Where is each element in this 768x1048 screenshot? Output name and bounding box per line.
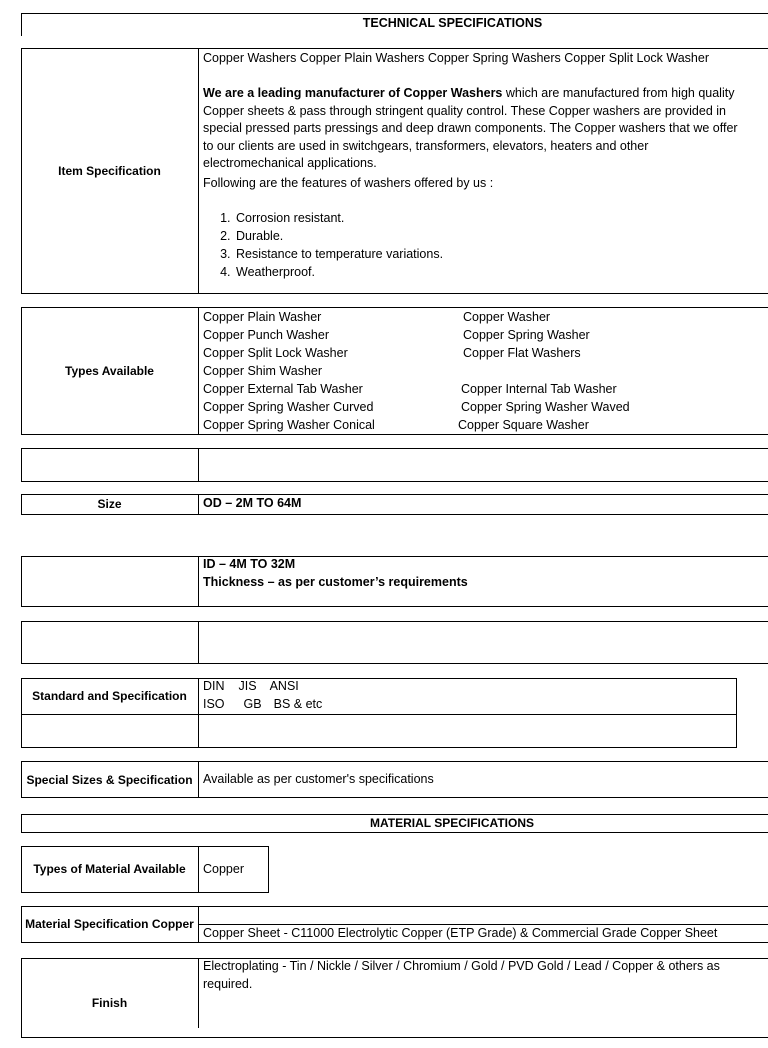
material-types-divider bbox=[198, 846, 199, 893]
type-item: Copper External Tab Washer bbox=[203, 382, 363, 396]
standard-din: DIN bbox=[203, 679, 225, 693]
material-specifications-title: MATERIAL SPECIFICATIONS bbox=[369, 816, 534, 830]
standard-row-border bbox=[21, 714, 737, 715]
empty-row-2-divider bbox=[198, 621, 199, 664]
type-item: Copper Spring Washer Conical bbox=[203, 418, 375, 432]
size-thickness: Thickness – as per customer’s requirements bbox=[203, 575, 468, 589]
type-item: Copper Spring Washer bbox=[463, 328, 590, 342]
type-item: Copper Punch Washer bbox=[203, 328, 329, 342]
finish-divider bbox=[198, 958, 199, 1028]
finish-value: Electroplating - Tin / Nickle / Silver / Chromium / Gold / PVD Gold / Lead / Copper & others as required. bbox=[203, 959, 720, 991]
features-intro: Following are the features of washers offered by us : bbox=[203, 176, 494, 190]
header-top-border bbox=[21, 13, 768, 14]
description-rest: which are manufactured from high quality Copper sheets & pass through stringent quality control. These Copper washers are provided in special pressed parts pressings and deep drawn components. The Copper washers that we offer to our clients are used in switchgears, transformers, elevators, heaters and other electromechanical applications. bbox=[203, 86, 738, 171]
type-item: Copper Flat Washers bbox=[463, 346, 581, 360]
standard-row-1 bbox=[203, 678, 299, 696]
type-item: Copper Square Washer bbox=[458, 418, 589, 432]
type-item: Copper Split Lock Washer bbox=[203, 346, 348, 360]
type-item: Copper Spring Washer Curved bbox=[203, 400, 374, 414]
types-right-column-top bbox=[463, 308, 590, 362]
standard-ansi: ANSI bbox=[269, 679, 299, 693]
feature-item: 2. Durable. bbox=[234, 227, 443, 245]
types-available-divider bbox=[198, 307, 199, 435]
standard-iso: ISO bbox=[203, 697, 225, 711]
description-bold-lead: We are a leading manufacturer of Copper Washers bbox=[203, 86, 503, 100]
material-types-value: Copper bbox=[203, 862, 244, 876]
types-available-label: Types Available bbox=[65, 363, 154, 378]
feature-item: 3. Resistance to temperature variations. bbox=[234, 245, 443, 263]
item-specification-description bbox=[203, 85, 743, 173]
type-item: Copper Internal Tab Washer bbox=[461, 382, 617, 396]
standard-jis: JIS bbox=[238, 679, 257, 693]
empty-row bbox=[21, 448, 768, 482]
standard-row-2 bbox=[203, 696, 322, 714]
material-types-label: Types of Material Available bbox=[33, 862, 186, 876]
types-right-column-bottom bbox=[461, 380, 630, 416]
feature-item: 1. Corrosion resistant. bbox=[234, 209, 443, 227]
size-label: Size bbox=[97, 497, 122, 511]
technical-specifications-title: TECHNICAL SPECIFICATIONS bbox=[362, 16, 543, 30]
standard-label: Standard and Specification bbox=[32, 688, 187, 703]
item-specification-divider bbox=[198, 48, 199, 294]
type-item: Copper Spring Washer Waved bbox=[461, 400, 630, 414]
finish-label: Finish bbox=[91, 995, 128, 1010]
type-item: Copper Plain Washer bbox=[203, 310, 322, 324]
special-sizes-value: Available as per customer's specifications bbox=[203, 772, 434, 786]
features-list bbox=[203, 209, 443, 281]
types-right-column-last bbox=[458, 416, 589, 434]
standard-gb: GB bbox=[243, 697, 262, 711]
empty-row-divider bbox=[198, 448, 199, 482]
standard-divider bbox=[198, 678, 199, 748]
type-item: Copper Shim Washer bbox=[203, 364, 323, 378]
size-id: ID – 4M TO 32M bbox=[203, 557, 296, 571]
special-sizes-label: Special Sizes & Specification bbox=[26, 772, 193, 787]
size-detail-divider bbox=[198, 556, 199, 607]
size-od: OD – 2M TO 64M bbox=[203, 496, 302, 510]
standard-bs: BS & etc bbox=[273, 697, 323, 711]
material-spec-value: Copper Sheet - C11000 Electrolytic Copper (ETP Grade) & Commercial Grade Copper Sheet bbox=[203, 926, 718, 940]
item-specification-label: Item Specification bbox=[58, 163, 161, 178]
feature-item: 4. Weatherproof. bbox=[234, 263, 443, 281]
material-spec-label: Material Specification Copper bbox=[25, 917, 194, 931]
size-divider bbox=[198, 494, 199, 515]
types-left-column bbox=[203, 308, 375, 434]
type-item: Copper Washer bbox=[463, 310, 551, 324]
special-sizes-divider bbox=[198, 761, 199, 798]
empty-row-2 bbox=[21, 621, 768, 664]
item-specification-intro: Copper Washers Copper Plain Washers Copper Spring Washers Copper Split Lock Washer bbox=[203, 51, 709, 65]
